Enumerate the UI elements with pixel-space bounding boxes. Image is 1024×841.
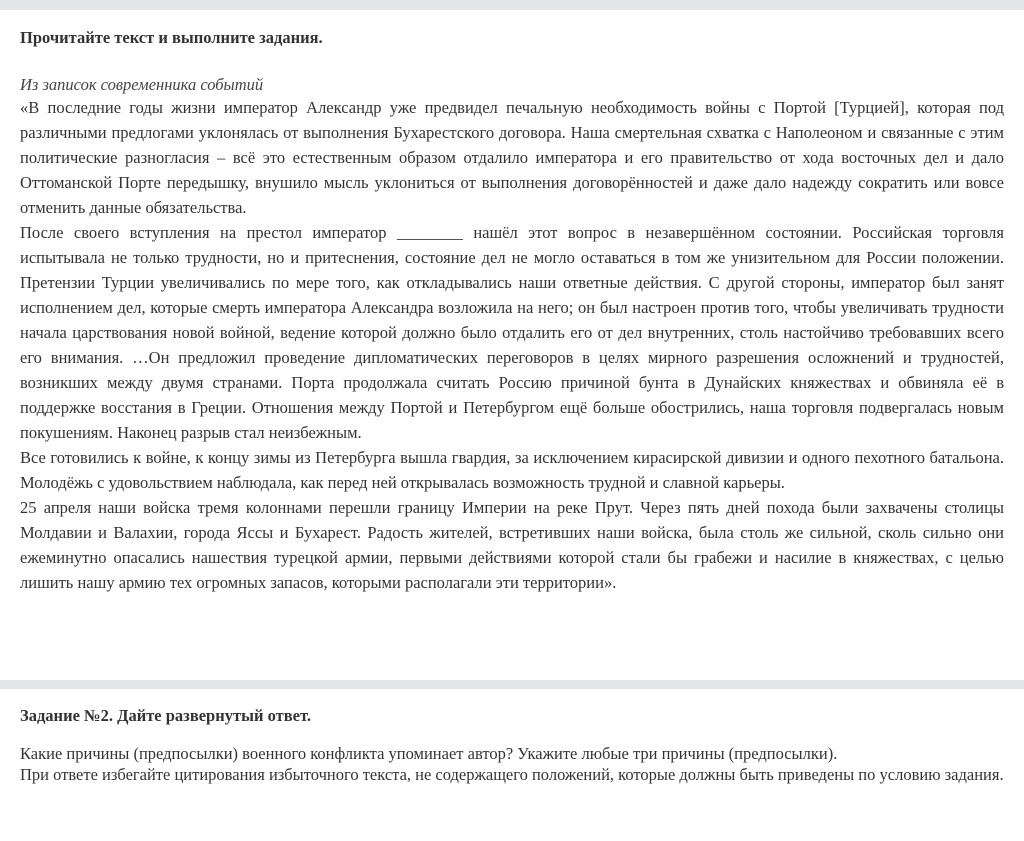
task-title: Задание №2. Дайте развернутый ответ. — [20, 706, 311, 725]
task-section — [0, 689, 1024, 785]
task-body — [20, 743, 1004, 785]
top-divider-bar — [0, 0, 1024, 10]
passage-paragraph: Все готовились к войне, к концу зимы из Петербурга вышла гвардия, за исключением кирасирской дивизии и одного пехотного батальона. Молодёжь с удовольствием наблюдала, как перед ней открывалась возможность трудной и славной карьеры. — [20, 448, 1004, 492]
passage-paragraph: 25 апреля наши войска тремя колоннами перешли границу Империи на реке Прут. Через пять дней похода были захвачены столицы Молдавии и Валахии, города Яссы и Бухарест. Радость жителей, встретивших наши войска, была столь же сильной, сколь сильно они ежеминутно опасались нашествия турецкой армии, первыми действиями которой стали бы грабежи и насилие в княжествах, с целью лишить нашу армию тех огромных запасов, которыми располагали эти территории». — [20, 498, 1004, 592]
passage-heading: Прочитайте текст и выполните задания. — [20, 28, 323, 47]
passage-paragraph: После своего вступления на престол император ________ нашёл этот вопрос в незавершённом состоянии. Российская торговля испытывала не только трудности, но и притеснения, состояние дел не могло оставаться в том же унизительном для России положении. Претензии Турции увеличивались по мере того, как откладывались наши ответные действия. С другой стороны, император был занят исполнением дел, которые смерть императора Александра возложила на него; он был настроен против того, чтобы увеличивать трудности начала царствования новой войной, ведение которой должно было отдалить его от дел внутренних, столь настойчиво требовавших всего его внимания. …Он предложил проведение дипломатических переговоров в целях мирного разрешения осложнений и трудностей, возникших между двумя странами. Порта продолжала считать Россию причиной бунта в Дунайских княжествах и обвиняла её в поддержке восстания в Греции. Отношения между Портой и Петербургом ещё больше обострились, наша торговля подвергалась новым покушениям. Наконец разрыв стал неизбежным. — [20, 223, 1004, 442]
task-question: Какие причины (предпосылки) военного конфликта упоминает автор? Укажите любые три причины (предпосылки). — [20, 744, 838, 763]
passage-text — [20, 95, 1004, 595]
passage-section — [0, 10, 1024, 680]
passage-source: Из записок современника событий — [20, 75, 264, 94]
section-divider — [0, 680, 1024, 689]
passage-paragraph: «В последние годы жизни император Александр уже предвидел печальную необходимость войны с Портой [Турцией], которая под различными предлогами уклонялась от выполнения Бухарестского договора. Наша смертельная схватка с Наполеоном и связанные с этим политические разногласия – всё это естественным образом отдалило императора и его правительство от хода восточных дел и дало Оттоманской Порте передышку, внушило мысль уклониться от выполнения договорённостей и даже дало надежду сократить или вовсе отменить данные обязательства. — [20, 98, 1004, 217]
task-instruction: При ответе избегайте цитирования избыточного текста, не содержащего положений, которые должны быть приведены по условию задания. — [20, 765, 1004, 784]
